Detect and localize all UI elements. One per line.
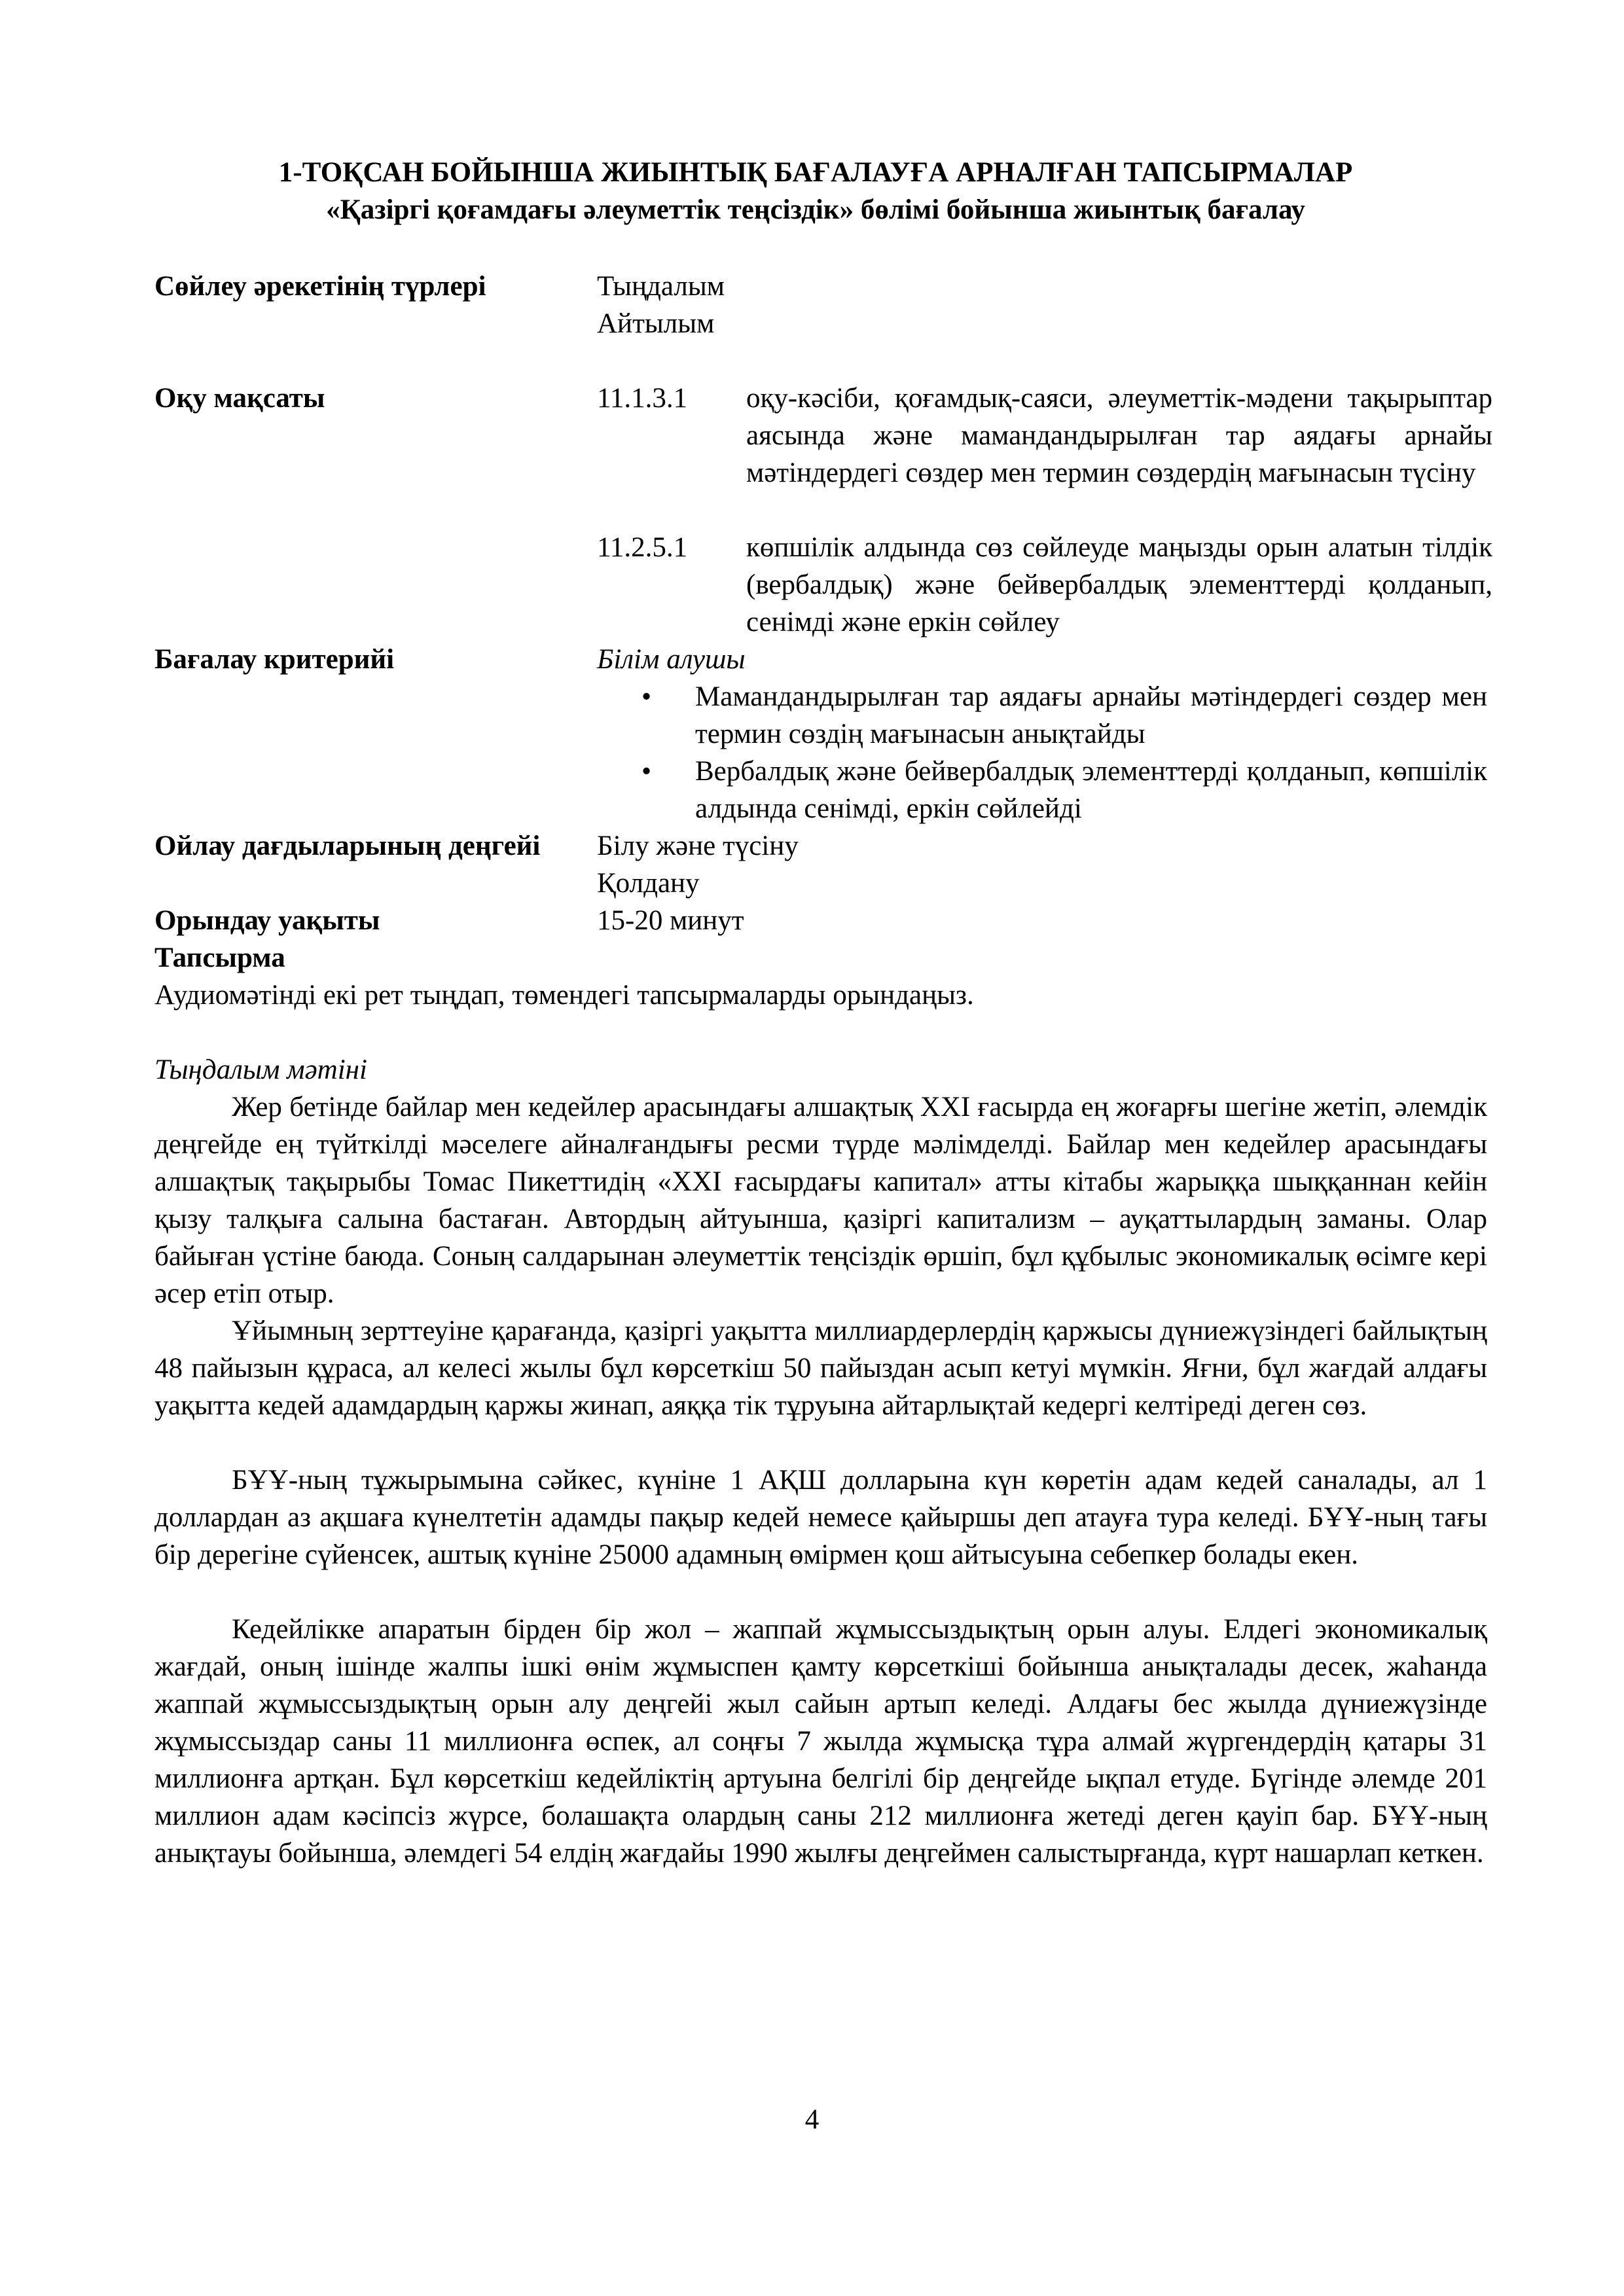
page-number: 4 (804, 2104, 820, 2135)
criteria-item: Мамандандырылған тар аядағы арнайы мәтіндердегі сөздер мен термин сөздің мағынасын анықтайды (695, 681, 1487, 749)
listening-heading: Тыңдалым мәтіні (154, 1054, 367, 1085)
thinking-level-label: Ойлау дағдыларының деңгейі (154, 831, 541, 861)
objective-text: оқу-кәсіби, қоғамдық-саяси, әлеуметтік-мәдени тақырыптар аясында және мамандандырылған тар аядағы арнайы мәтіндердегі сөздер мен термин сөздердің мағынасын түсіну (746, 383, 1492, 488)
time-label: Орындау уақыты (154, 905, 380, 936)
criteria-label: Бағалау критерийі (154, 644, 395, 675)
bullet-icon: • (641, 756, 652, 787)
listening-paragraph: Ұйымның зерттеуіне қарағанда, қазіргі уақытта миллиардерлердің қаржысы дүниежүзіндегі байлықтың 48 пайызын құраса, ал келесі жылы бұл көрсеткіш 50 пайыздан асып кетуі мүмкін. Яғни, бұл жағдай алдағы уақытта кедей адамдардың қаржы жинап, аяққа тік тұруына айтарлықтай кедергі келтіреді деген сөз. (154, 1316, 1487, 1421)
task-label: Тапсырма (154, 942, 285, 973)
thinking-level-value: Қолдану (597, 868, 700, 899)
criteria-intro: Білім алушы (597, 644, 746, 675)
objective-text: көпшілік алдында сөз сөйлеуде маңызды орын алатын тілдік (вербалдық) және бейвербалдық элементтерді қолданып, сенімді және еркін сөйлеу (746, 532, 1492, 637)
objective-code: 11.2.5.1 (597, 532, 688, 563)
speech-type-value: Айтылым (597, 308, 715, 339)
objectives-label: Оқу мақсаты (154, 383, 325, 414)
speech-types-label: Сөйлеу әрекетінің түрлері (154, 271, 486, 302)
listening-paragraph: Жер бетінде байлар мен кедейлер арасындағы алшақтық ХХІ ғасырда ең жоғарғы шегіне жетіп, әлемдік деңгейде ең түйткілді мәселеге айналғандығы ресми түрде мәлімделді. Байлар мен кедейлер арасындағы алшақтық тақырыбы Томас Пикеттидің «ХХІ ғасырдағы капитал» атты кітабы жарыққа шыққаннан кейін қызу талқыға салына бастаған. Автордың айтуынша, қазіргі капитализм – ауқаттылардың заманы. Олар байыған үстіне баюда. Соның салдарынан әлеуметтік теңсіздік өршіп, бұл құбылыс экономикалық өсімге кері әсер етіп отыр. (154, 1092, 1487, 1309)
task-instruction: Аудиомәтінді екі рет тыңдап, төмендегі тапсырмаларды орындаңыз. (154, 980, 974, 1011)
criteria-item: Вербалдық және бейвербалдық элементтерді қолданып, көпшілік алдында сенімді, еркін сөйлейді (695, 756, 1487, 824)
time-value: 15-20 минут (597, 905, 744, 936)
speech-type-value: Тыңдалым (597, 271, 725, 302)
listening-paragraph: БҰҰ-ның тұжырымына сәйкес, күніне 1 АҚШ долларына күн көретін адам кедей саналады, ал 1 доллардан аз ақшаға күнелтетін адамды пақыр кедей немесе қайыршы деп атауға тура келеді. БҰҰ-ның тағы бір дерегіне сүйенсек, аштық күніне 25000 адамның өмірмен қош айтысуына себепкер болады екен. (154, 1465, 1487, 1570)
document-subtitle: «Қазіргі қоғамдағы әлеуметтік теңсіздік» бөлімі бойынша жиынтық бағалау (326, 194, 1305, 225)
bullet-icon: • (641, 681, 652, 712)
document-title: 1-ТОҚСАН БОЙЫНША ЖИЫНТЫҚ БАҒАЛАУҒА АРНАЛҒАН ТАПСЫРМАЛАР (278, 157, 1353, 188)
objective-code: 11.1.3.1 (597, 383, 688, 414)
thinking-level-value: Білу және түсіну (597, 831, 799, 861)
listening-paragraph: Кедейлікке апаратын бірден бір жол – жаппай жұмыссыздықтың орын алуы. Елдегі экономикалық жағдай, оның ішінде жалпы ішкі өнім жұмыспен қамту көрсеткіші бойынша анықталады десек, жаһанда жаппай жұмыссыздықтың орын алу деңгейі жыл сайын артып келеді. Алдағы бес жылда дүниежүзінде жұмыссыздар саны 11 миллионға өспек, ал соңғы 7 жылда жұмысқа тұра алмай жүргендердің қатары 31 миллионға артқан. Бұл көрсеткіш кедейліктің артуына белгілі бір деңгейде ықпал етуде. Бүгінде әлемде 201 миллион адам кәсіпсіз жүрсе, болашақта олардың саны 212 миллионға жетеді деген қауіп бар. БҰҰ-ның анықтауы бойынша, әлемдегі 54 елдің жағдайы 1990 жылғы деңгеймен салыстырғанда, күрт нашарлап кеткен. (154, 1614, 1487, 1869)
